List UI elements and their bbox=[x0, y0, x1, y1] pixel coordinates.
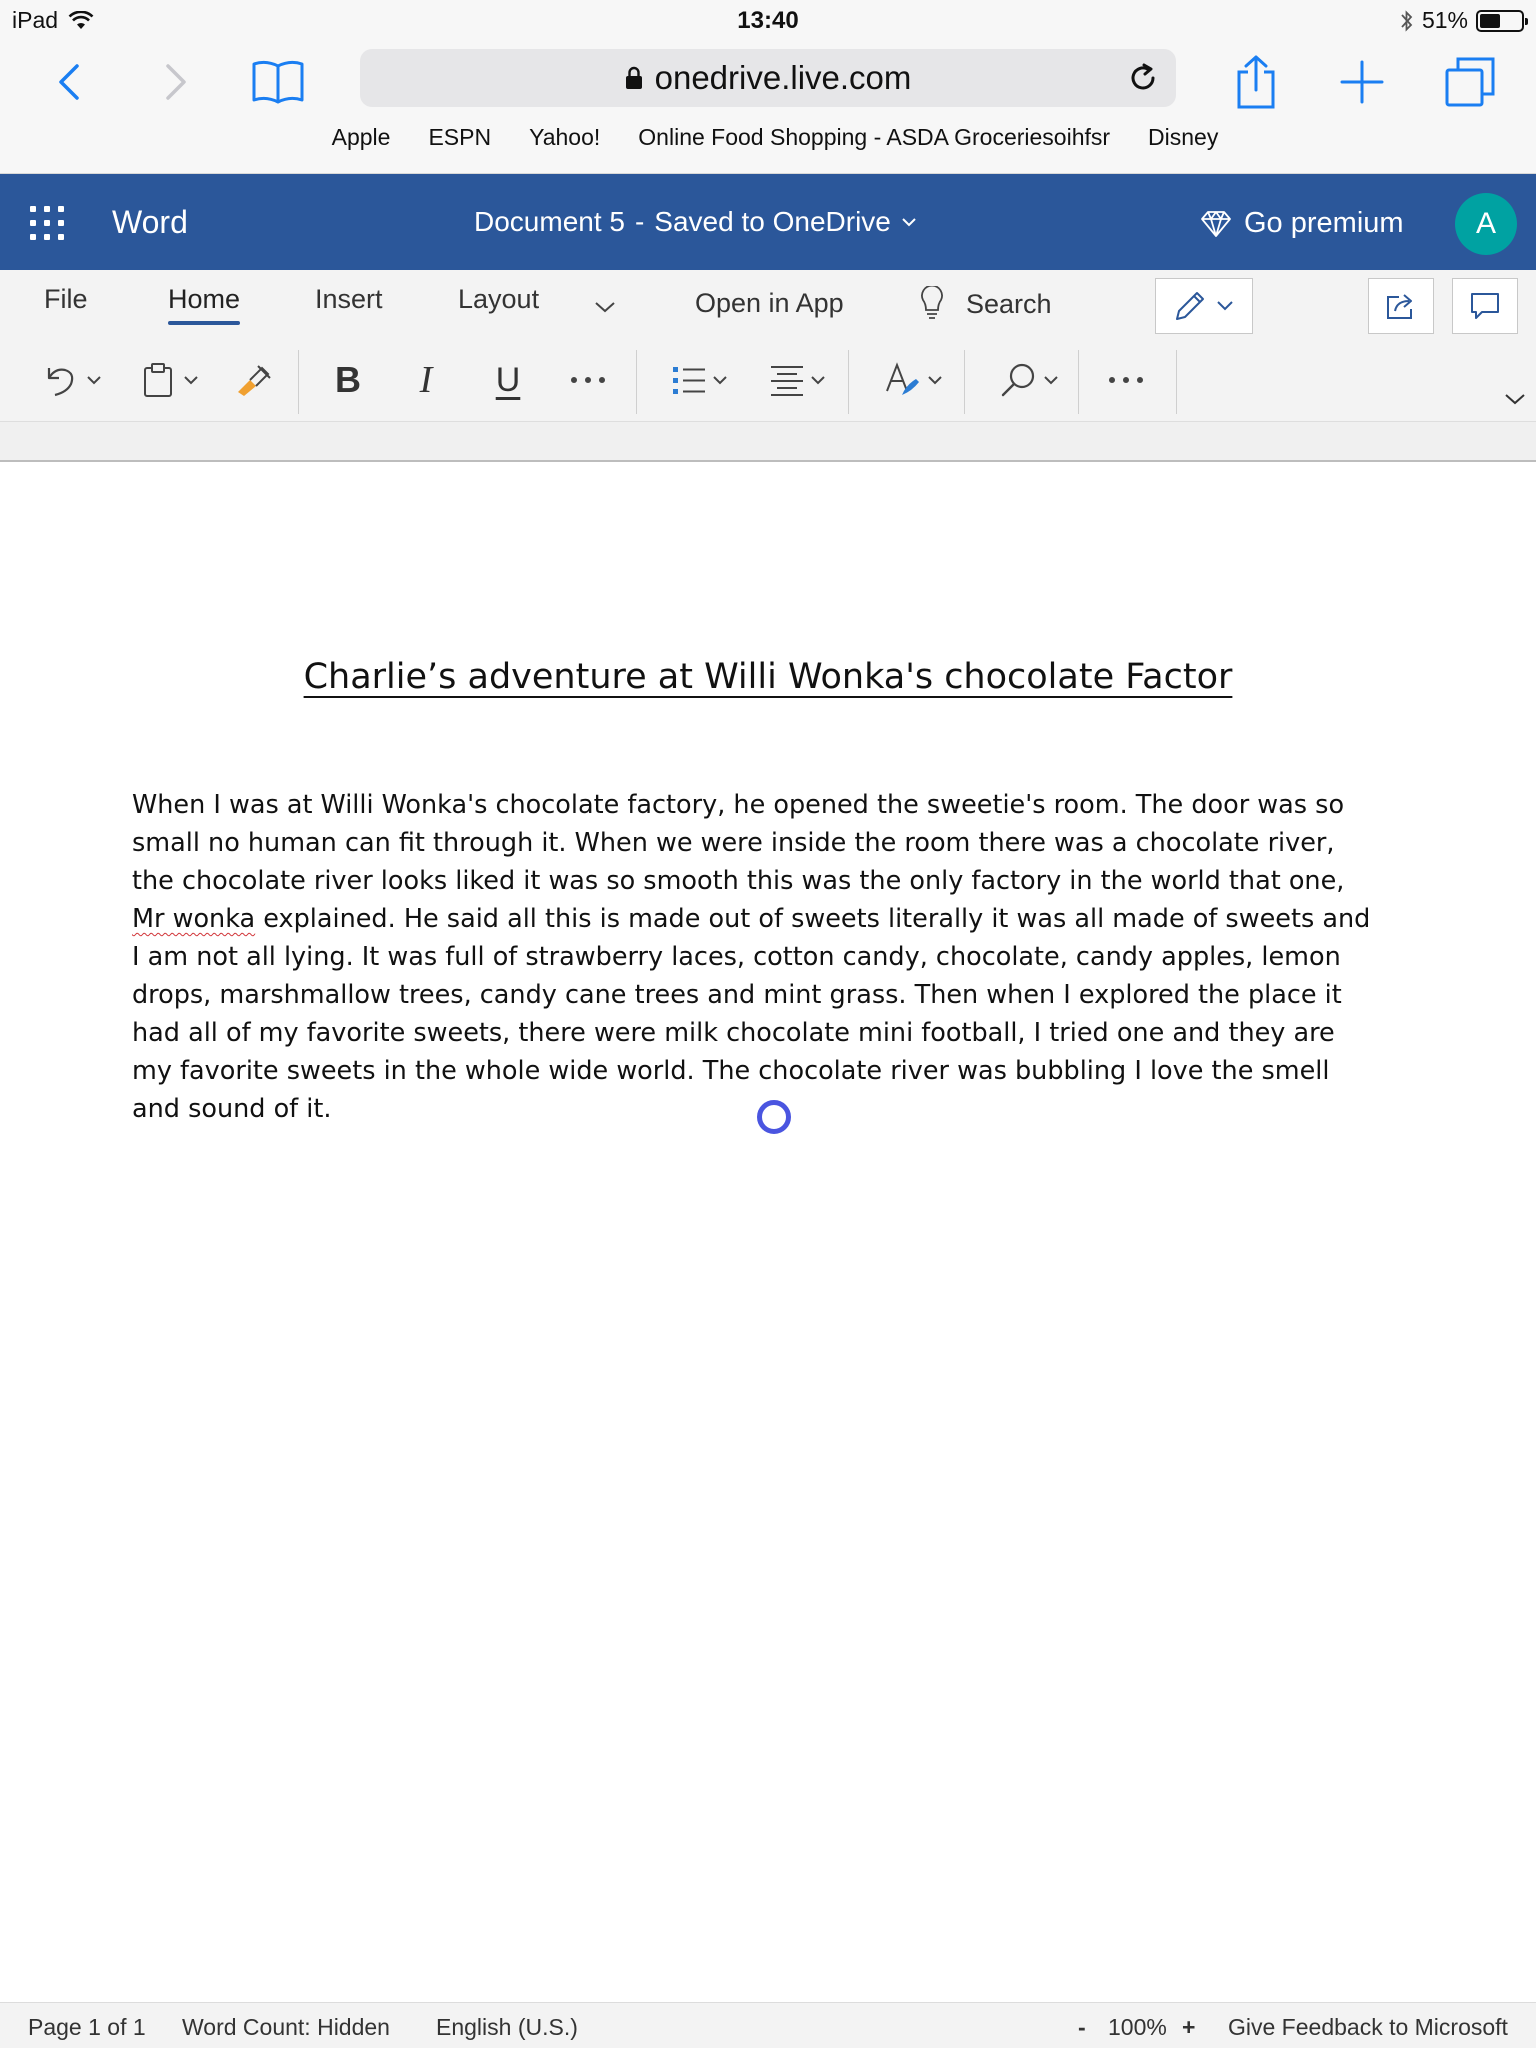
account-avatar[interactable]: A bbox=[1455, 193, 1517, 255]
tab-insert[interactable]: Insert bbox=[315, 284, 383, 314]
document-canvas[interactable] bbox=[0, 462, 1536, 2002]
save-status: Saved to OneDrive bbox=[654, 206, 891, 237]
word-status-bar bbox=[0, 2002, 1536, 2048]
undo-button[interactable] bbox=[34, 354, 110, 406]
chevron-down-icon bbox=[926, 374, 944, 386]
search-icon bbox=[1000, 361, 1038, 399]
heading-text: Charlie’s adventure at Willi Wonka's chocolate Factor bbox=[303, 657, 1233, 697]
document-name: Document 5 bbox=[474, 206, 625, 237]
align-center-icon bbox=[769, 364, 805, 396]
feedback-link[interactable]: Give Feedback to Microsoft bbox=[1228, 2014, 1508, 2040]
bluetooth-icon bbox=[1400, 9, 1414, 33]
ribbon-tabs bbox=[0, 270, 1536, 342]
chevron-down-icon bbox=[1504, 392, 1526, 406]
format-painter-button[interactable] bbox=[226, 354, 282, 406]
document-title[interactable] bbox=[474, 206, 917, 238]
spelling-error[interactable]: Mr wonka bbox=[132, 904, 256, 934]
body-text-part-2: explained. He said all this is made out of sweets literally it was all made of sweets and I am not all lying. It was full of strawberry laces, cotton candy, chocolate, candy apples, lemon drops, marshmallow trees, candy cane trees and mint grass. Then when I explored the place it had all of my favorite sweets, there were milk chocolate mini football, I tried one and they are my favorite sweets in the whole wide world. The chocolate river was bubbling I love the smell and sound of it. bbox=[132, 904, 1371, 1124]
tabs-button[interactable] bbox=[1440, 52, 1500, 112]
toolbar-divider bbox=[1078, 350, 1079, 414]
word-count[interactable]: Word Count: Hidden bbox=[182, 2014, 390, 2040]
italic-button[interactable]: I bbox=[419, 359, 433, 401]
chevron-down-icon bbox=[809, 374, 827, 386]
back-button[interactable] bbox=[40, 52, 100, 112]
open-in-app-button[interactable]: Open in App bbox=[695, 288, 844, 318]
chevron-down-icon bbox=[1215, 299, 1235, 313]
comments-button[interactable] bbox=[1452, 278, 1518, 334]
ruler-strip bbox=[0, 422, 1536, 462]
bookmark-asda[interactable]: Online Food Shopping - ASDA Groceriesoihfsr bbox=[638, 124, 1111, 150]
toolbar-divider bbox=[298, 350, 299, 414]
browser-toolbar bbox=[0, 42, 1536, 174]
go-premium-button[interactable] bbox=[1200, 207, 1404, 240]
alignment-button[interactable] bbox=[760, 354, 836, 406]
word-header bbox=[0, 174, 1536, 270]
chevron-right-icon bbox=[160, 62, 190, 102]
search-label: Search bbox=[966, 288, 1052, 319]
chevron-left-icon bbox=[55, 62, 85, 102]
bookmarks-bar bbox=[0, 124, 1536, 164]
bullets-button[interactable] bbox=[660, 354, 740, 406]
zoom-in-button[interactable]: + bbox=[1182, 2014, 1196, 2040]
more-icon bbox=[568, 375, 608, 385]
find-button[interactable] bbox=[990, 354, 1070, 406]
editing-mode-button[interactable] bbox=[1155, 278, 1253, 334]
document-heading[interactable] bbox=[0, 657, 1536, 697]
new-tab-button[interactable] bbox=[1332, 52, 1392, 112]
more-icon bbox=[1106, 375, 1146, 385]
collapse-ribbon-button[interactable] bbox=[1500, 386, 1530, 412]
lightbulb-icon bbox=[920, 286, 944, 322]
battery-level bbox=[1480, 14, 1500, 28]
share-button[interactable] bbox=[1226, 52, 1286, 112]
bookmark-disney[interactable]: Disney bbox=[1148, 124, 1219, 150]
status-right bbox=[1400, 7, 1524, 34]
toolbar-divider bbox=[1176, 350, 1177, 414]
clock: 13:40 bbox=[737, 7, 799, 34]
undo-icon bbox=[41, 362, 79, 398]
app-launcher-icon[interactable] bbox=[30, 206, 64, 240]
battery-percent: 51% bbox=[1421, 7, 1468, 33]
more-tabs-button[interactable] bbox=[594, 290, 616, 321]
ribbon-toolbar bbox=[0, 342, 1536, 422]
page-indicator: Page 1 of 1 bbox=[28, 2014, 146, 2040]
share-icon bbox=[1234, 54, 1278, 110]
share-icon bbox=[1385, 291, 1417, 321]
tab-home[interactable]: Home bbox=[168, 284, 241, 314]
book-icon bbox=[250, 58, 306, 106]
bookmark-apple[interactable]: Apple bbox=[331, 124, 391, 150]
reload-button[interactable] bbox=[1122, 57, 1164, 99]
device-name: iPad bbox=[12, 7, 59, 33]
body-text-part-1: When I was at Willi Wonka's chocolate factory, he opened the sweetie's room. The door was so small no human can fit through it. When we were inside the room there was a chocolate river, the chocolate river looks liked it was so smooth this was the only factory in the world that one, bbox=[132, 790, 1345, 896]
chevron-down-icon bbox=[85, 374, 103, 386]
comment-icon bbox=[1469, 291, 1501, 321]
title-separator: - bbox=[634, 206, 645, 237]
bookmark-yahoo[interactable]: Yahoo! bbox=[529, 124, 601, 150]
format-painter-icon bbox=[234, 362, 274, 398]
paste-button[interactable] bbox=[130, 354, 210, 406]
address-bar[interactable] bbox=[360, 49, 1176, 107]
bookmarks-button[interactable] bbox=[248, 52, 308, 112]
clipboard-icon bbox=[140, 361, 176, 399]
share-document-button[interactable] bbox=[1368, 278, 1434, 334]
reload-icon bbox=[1128, 63, 1158, 93]
plus-icon bbox=[1340, 60, 1384, 104]
bookmark-espn[interactable]: ESPN bbox=[428, 124, 492, 150]
more-font-options-button[interactable] bbox=[558, 354, 618, 406]
zoom-level: 100% bbox=[1108, 2014, 1167, 2040]
lock-icon bbox=[625, 66, 643, 90]
ios-status-bar bbox=[0, 0, 1536, 42]
url-text: onedrive.live.com bbox=[654, 59, 912, 96]
toolbar-divider bbox=[848, 350, 849, 414]
underline-button[interactable]: U bbox=[495, 360, 521, 399]
language[interactable]: English (U.S.) bbox=[436, 2014, 578, 2040]
toolbar-divider bbox=[636, 350, 637, 414]
tell-me-search[interactable] bbox=[920, 286, 1052, 322]
tabs-icon bbox=[1444, 56, 1496, 108]
app-name[interactable]: Word bbox=[112, 204, 188, 240]
chevron-down-icon bbox=[182, 374, 200, 386]
chevron-down-icon bbox=[901, 216, 917, 228]
diamond-icon bbox=[1200, 210, 1232, 238]
toolbar-divider bbox=[964, 350, 965, 414]
more-options-button[interactable] bbox=[1096, 354, 1156, 406]
go-premium-label: Go premium bbox=[1244, 207, 1404, 239]
tab-layout[interactable]: Layout bbox=[458, 284, 540, 314]
chevron-down-icon bbox=[594, 300, 616, 314]
bold-button[interactable]: B bbox=[335, 359, 361, 400]
text-cursor-handle[interactable] bbox=[757, 1100, 791, 1134]
chevron-down-icon bbox=[711, 374, 729, 386]
forward-button[interactable] bbox=[145, 52, 205, 112]
pencil-icon bbox=[1173, 289, 1207, 323]
battery-icon bbox=[1476, 10, 1524, 32]
chevron-down-icon bbox=[1042, 374, 1060, 386]
tab-file[interactable]: File bbox=[44, 284, 88, 314]
bullet-list-icon bbox=[671, 364, 707, 396]
zoom-out-button[interactable]: - bbox=[1078, 2014, 1086, 2040]
styles-icon bbox=[884, 361, 922, 399]
document-body[interactable] bbox=[132, 786, 1382, 1128]
styles-button[interactable] bbox=[876, 354, 952, 406]
